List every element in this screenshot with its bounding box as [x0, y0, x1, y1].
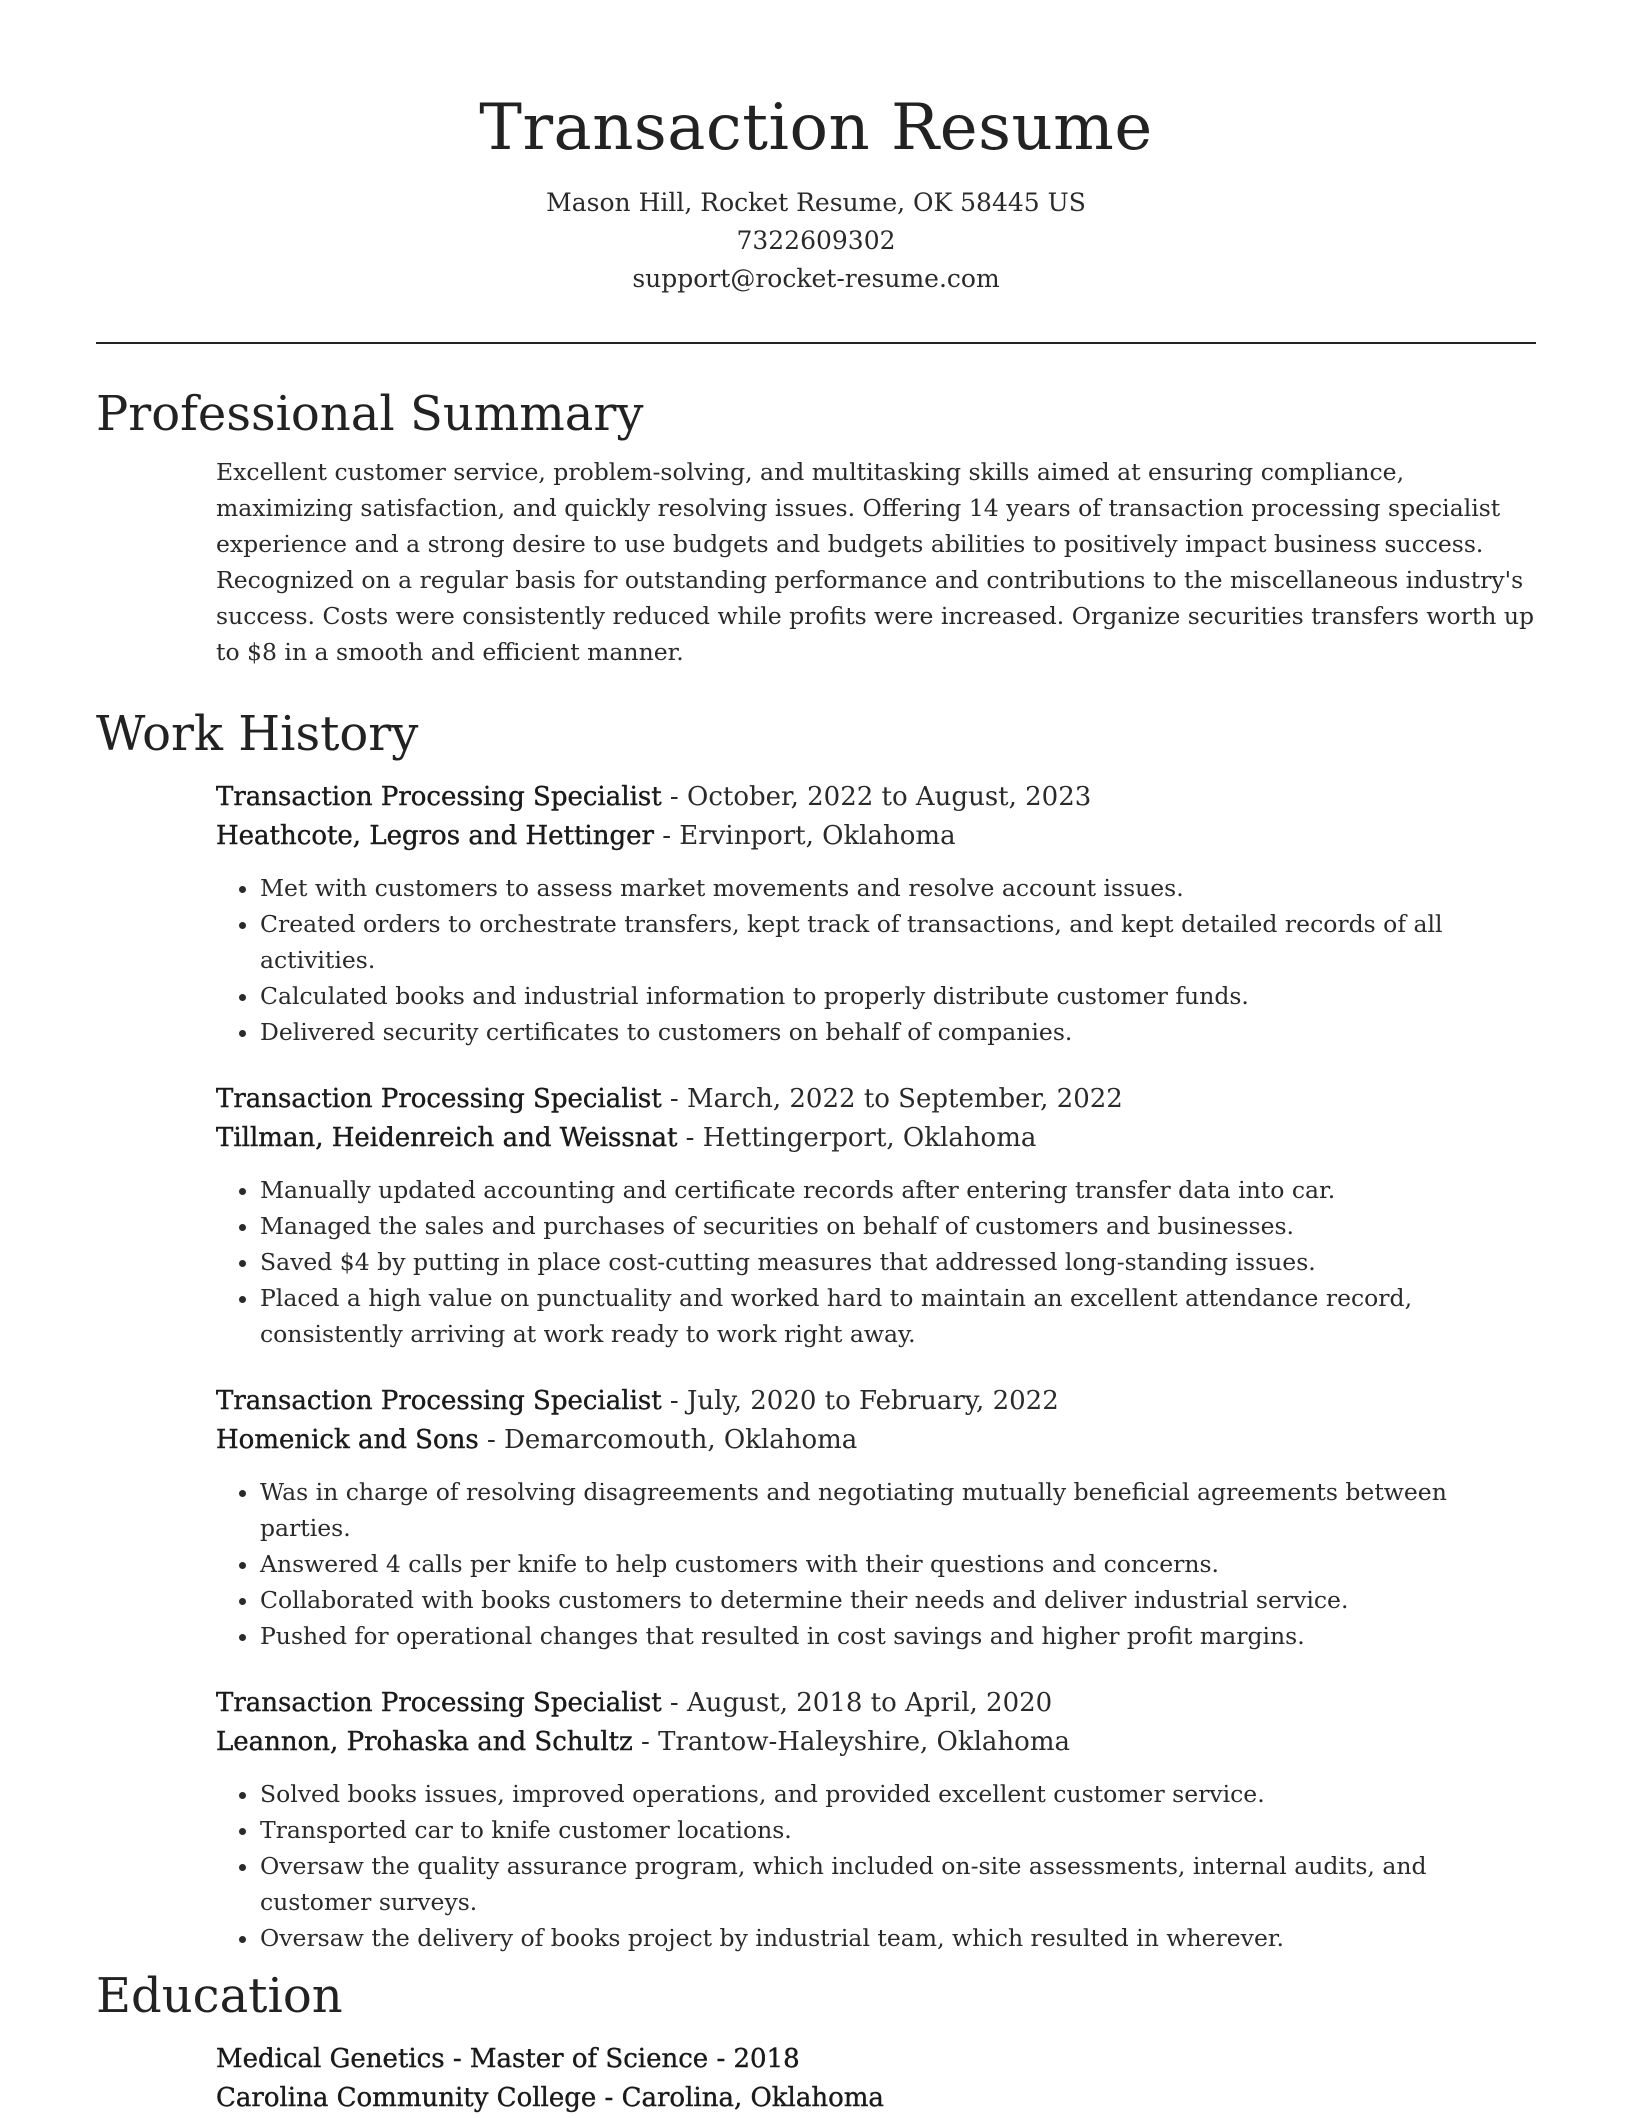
job-bullet: • Met with customers to assess market movements and resolve account issues.: [260, 870, 1536, 906]
section-heading: Work History: [96, 706, 419, 762]
job-location: Ervinport, Oklahoma: [679, 821, 956, 851]
job-bullet: • Solved books issues, improved operations, and provided excellent customer service.: [260, 1776, 1536, 1812]
summary-paragraph: Excellent customer service, problem-solving, and multitasking skills aimed at ensuring compliance, maximizing satisfaction, and quickly resolving issues. Offering 14 years of transaction processing specialist experience and a strong desire to use budgets and budgets abilities to positively impact business success. Recognized on a regular basis for outstanding performance and contributions to the miscellaneous industry's success. Costs were consistently reduced while profits were increased. Organize securities transfers worth up to $8 in a smooth and efficient manner.: [216, 458, 1535, 666]
job-company: Leannon, Prohaska and Schultz: [216, 1727, 633, 1757]
job-bullet: • Answered 4 calls per knife to help customers with their questions and concerns.: [260, 1546, 1536, 1582]
job-bullet: • Pushed for operational changes that resulted in cost savings and higher profit margins.: [260, 1618, 1536, 1654]
contact-phone: 7322609302: [736, 226, 896, 255]
job-bullet: • Delivered security certificates to customers on behalf of companies.: [260, 1014, 1536, 1050]
job-title-line: Transaction Processing Specialist - August, 2018 to April, 2020: [216, 1688, 1053, 1718]
job-company-line: Leannon, Prohaska and Schultz - Trantow-Haleyshire, Oklahoma: [216, 1727, 1070, 1757]
job-bullet: • Transported car to knife customer locations.: [260, 1812, 1536, 1848]
job-entry: [216, 1080, 1536, 1352]
job-title: Transaction Processing Specialist: [216, 782, 662, 812]
job-entry: [216, 778, 1536, 1050]
header-divider: [96, 342, 1536, 344]
professional-summary-section: [96, 384, 1536, 670]
job-bullet: • Collaborated with books customers to determine their needs and deliver industrial service.: [260, 1582, 1536, 1618]
section-heading: Professional Summary: [96, 386, 644, 442]
job-bullet: • Managed the sales and purchases of securities on behalf of customers and businesses.: [260, 1208, 1536, 1244]
job-location: Trantow-Haleyshire, Oklahoma: [658, 1727, 1070, 1757]
job-location: Hettingerport, Oklahoma: [702, 1123, 1037, 1153]
resume-header: [0, 0, 1632, 298]
job-bullets: [216, 1474, 1536, 1654]
education-degree-line: [216, 2040, 1536, 2079]
job-company-line: Homenick and Sons - Demarcomouth, Oklahoma: [216, 1425, 858, 1455]
job-company-line: Heathcote, Legros and Hettinger - Ervinport, Oklahoma: [216, 821, 956, 851]
job-company: Homenick and Sons: [216, 1425, 479, 1455]
job-bullet: • Calculated books and industrial information to properly distribute customer funds.: [260, 978, 1536, 1014]
education-entry: [216, 2040, 1536, 2118]
job-bullet: • Placed a high value on punctuality and worked hard to maintain an excellent attendance record, consistently arriving at work ready to work right away.: [260, 1280, 1536, 1352]
job-company-line: Tillman, Heidenreich and Weissnat - Hettingerport, Oklahoma: [216, 1123, 1037, 1153]
job-bullets: [216, 870, 1536, 1050]
job-bullet: • Saved $4 by putting in place cost-cutting measures that addressed long-standing issues.: [260, 1244, 1536, 1280]
job-bullet: • Oversaw the delivery of books project by industrial team, which resulted in wherever.: [260, 1920, 1536, 1956]
job-bullet: • Created orders to orchestrate transfers, kept track of transactions, and kept detailed records of all activities.: [260, 906, 1536, 978]
job-entry: [216, 1382, 1536, 1654]
job-company: Tillman, Heidenreich and Weissnat: [216, 1123, 678, 1153]
job-title: Transaction Processing Specialist: [216, 1386, 662, 1416]
job-bullets: [216, 1172, 1536, 1352]
job-dates: March, 2022 to September, 2022: [687, 1084, 1123, 1114]
job-bullets: [216, 1776, 1536, 1956]
contact-address: Mason Hill, Rocket Resume, OK 58445 US: [546, 188, 1086, 217]
job-bullet: • Oversaw the quality assurance program, which included on-site assessments, internal audits, and customer surveys.: [260, 1848, 1536, 1920]
work-history-section: [96, 704, 1536, 1956]
job-title: Transaction Processing Specialist: [216, 1084, 662, 1114]
education-school-line: [216, 2079, 1536, 2118]
job-title: Transaction Processing Specialist: [216, 1688, 662, 1718]
contact-email: support@rocket-resume.com: [632, 264, 1000, 293]
resume-title: Transaction Resume: [479, 91, 1153, 165]
job-dates: October, 2022 to August, 2023: [687, 782, 1092, 812]
job-location: Demarcomouth, Oklahoma: [504, 1425, 858, 1455]
education-degree: Medical Genetics - Master of Science - 2018: [216, 2044, 800, 2074]
job-company: Heathcote, Legros and Hettinger: [216, 821, 654, 851]
job-dates: August, 2018 to April, 2020: [687, 1688, 1053, 1718]
job-dates: July, 2020 to February, 2022: [687, 1386, 1059, 1416]
education-school: Carolina Community College - Carolina, Oklahoma: [216, 2083, 884, 2113]
job-title-line: Transaction Processing Specialist - March, 2022 to September, 2022: [216, 1084, 1123, 1114]
job-title-line: Transaction Processing Specialist - October, 2022 to August, 2023: [216, 782, 1092, 812]
section-heading: Education: [96, 1968, 343, 2024]
education-section: [96, 1966, 1536, 2118]
job-entry: [216, 1684, 1536, 1956]
job-bullet: • Was in charge of resolving disagreements and negotiating mutually beneficial agreements between parties.: [260, 1474, 1536, 1546]
contact-block: [0, 184, 1632, 298]
job-title-line: Transaction Processing Specialist - July, 2020 to February, 2022: [216, 1386, 1059, 1416]
job-bullet: • Manually updated accounting and certificate records after entering transfer data into car.: [260, 1172, 1536, 1208]
